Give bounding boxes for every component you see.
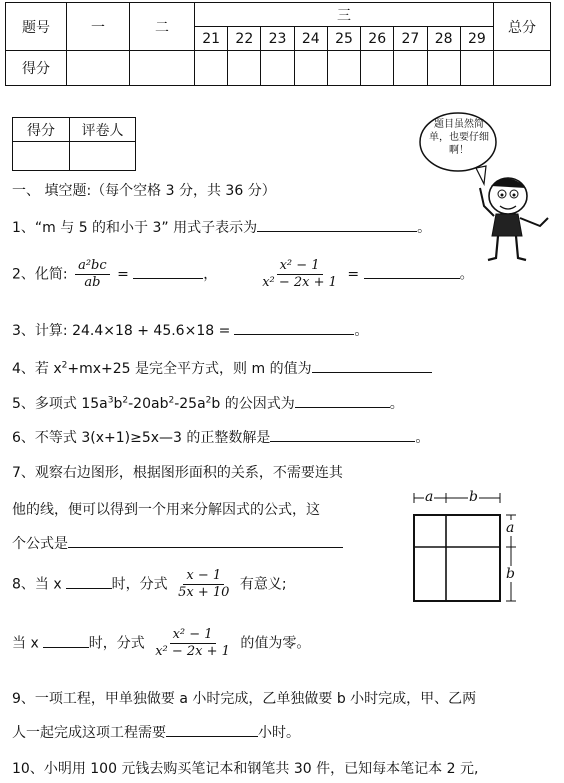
subcol: 22 [228,27,261,51]
grader-table [12,117,136,171]
speech-bubble-text: 题目虽然简单，也要仔细啊！ [429,119,489,156]
area-figure [408,489,528,608]
subcol: 28 [427,27,460,51]
question-9-line2: 人一起完成这项工程需要 小时。 [12,725,300,741]
answer-blank [234,333,354,335]
score-table-total: 总分 [494,3,551,51]
subcol: 21 [195,27,228,51]
question-1: 1、“m 与 5 的和小于 3” 用式子表示为 。 [12,220,432,236]
fraction: $\frac{\text{x² − 1}}{\text{x² − 2x + 1}}$ [262,258,337,290]
answer-blank [43,646,89,648]
section-heading: 一、 填空题:（每个空格 3 分，共 36 分） [12,183,276,199]
question-7-line1: 7、观察右边图形，根据图形面积的关系，不需要连其 [12,465,343,481]
answer-blank [312,371,432,373]
question-5: 5、多项式 $15a^3b^2-20ab^2-25a^2b$ 的公因式为 。 [12,395,404,412]
question-4: 4、若 $x^2+mx+25$ 是完全平方式，则 m 的值为 [12,358,432,378]
fraction: $\frac{x - 1}{5x + 10}$ [178,568,230,600]
answer-blank [295,406,390,408]
score-table-header-label: 题号 [6,3,67,51]
question-7-line3: 个公式是 [12,533,343,553]
answer-blank [257,230,417,232]
question-8: 8、当 x 时，分式 $\frac{x - 1}{5x + 10}$ 有意义; [12,568,287,600]
label-a-top: a [425,489,434,505]
question-6: 6、不等式 3(x+1)≥5x—3 的正整数解是 。 [12,430,430,446]
fraction: $\frac{\text{x² − 1}}{\text{x² − 2x + 1}}$ [155,627,230,659]
score-row-label: 得分 [6,51,67,86]
subcol: 24 [294,27,327,51]
score-table [5,2,551,86]
subcol: 23 [261,27,294,51]
answer-blank [364,277,460,279]
question-7-line2: 他的线，便可以得到一个用来分解因式的公式，这 [12,502,320,518]
subcol: 25 [327,27,360,51]
square-diagram-icon [408,492,528,608]
grader-label: 评卷人 [70,118,136,142]
answer-blank [166,735,258,737]
question-9-line1: 9、一项工程，甲单独做要 a 小时完成，乙单独做要 b 小时完成，甲、乙两 [12,691,477,707]
cartoon-illustration [418,108,558,268]
subcol: 29 [460,27,493,51]
score-table-col-one: 一 [67,3,130,51]
question-10: 10、小明用 100 元钱去购买笔记本和钢笔共 30 件，已知每本笔记本 2 元, [12,761,479,777]
score-table-score-row [6,51,551,86]
score-table-col-three: 三 [195,3,494,27]
question-2: 2、化简: $\frac{\text{a²bc}}{ab}$ = ， $\frac{\text{x² − 1}}{\text{x² − 2x + 1}}$ = 。 [12,258,474,290]
label-b-side: b [506,566,515,582]
answer-blank [68,546,343,548]
answer-blank [66,587,112,589]
subcol: 27 [394,27,427,51]
label-b-top: b [469,489,478,505]
answer-blank [270,440,415,442]
score-table-col-two: 二 [130,3,195,51]
question-3: 3、计算: 24.4×18 + 45.6×18 = 。 [12,323,369,339]
subcol: 26 [361,27,394,51]
fraction: $\frac{\text{a²bc}}{ab}$ [75,258,110,291]
grader-score-label: 得分 [13,118,70,142]
answer-blank [133,277,203,279]
question-8b: 当 x 时，分式 $\frac{\text{x² − 1}}{\text{x² − 2x + 1}}$ 的值为零。 [12,627,311,659]
label-a-side: a [506,520,515,536]
